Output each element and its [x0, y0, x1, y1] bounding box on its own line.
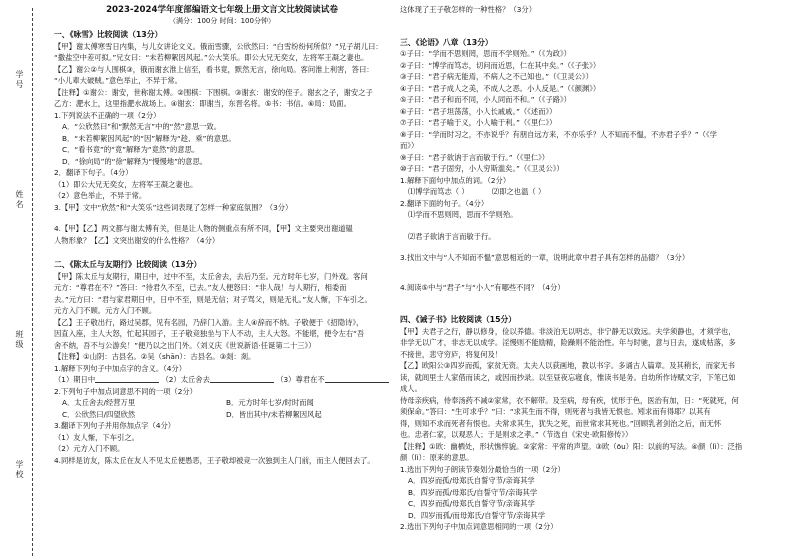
passage-line: 【注释】①欧：幽栖处，形状憔悴貌。②家常：平常的声望。③欧（ōu）阳：以前的写法。④颜（lì）：泛指	[400, 441, 743, 451]
passage-line: 去。”元方曰：“君与家君期日中，日中不至，则是无信；对子骂父，则是无礼。”友人惭，下车引之。	[54, 294, 372, 304]
passage-line: 【甲】夫君子之行，静以修身，俭以养德。非淡泊无以明志，非宁静无以致远。夫学须静也，才须学也，	[400, 326, 736, 336]
q13-option-c: C．四岁而孤/母郑氏自誓守节/亲诲其学	[408, 499, 535, 508]
section-4-title: 四、《诫子书》比较阅读（15分）	[400, 315, 517, 324]
question-7-item: （1）友人惭，下车引之。	[54, 432, 139, 442]
right-column	[400, 4, 788, 533]
passage-line: 因直入座，主人大怒，忙起其园子，王子敬竞独坐与下人不动，主人大怒。不能堪，便令左右“吾	[54, 329, 365, 338]
passage-line: 舍不纳，吾不与公游矣！”便乃以之出门外。（刘义庆《世说新语·任诞第二十三》）	[54, 340, 316, 350]
student-name-label: 姓名	[15, 190, 24, 210]
passage-line: 也。忠者仁家，以观恶人；于是则求之孝。”（节选自《宋史·欧阳修传》）	[400, 430, 633, 439]
passage-line: 颜（lì）：原来的意思。	[400, 453, 474, 462]
question-10-item: ⑵君子欲讷于言而敏于行。	[408, 231, 496, 241]
passage-line: 【甲】陈太丘与友期行，期日中，过中不至，太丘舍去，去后乃至。元方时年七岁，门外戏。客问	[54, 271, 368, 281]
passage-line: “小儿辈大破贼。”意色举止，不异于常。	[54, 76, 182, 85]
question-2-item: （1）即公大兄无奕女，左将军王凝之妻也。	[54, 179, 198, 189]
question-5-items	[54, 374, 390, 386]
passage-line: 【注释】①山阴：古县名。②吴（shān）：古县名。③剡：剡。	[54, 352, 256, 361]
passage-line: 成人。	[400, 384, 422, 393]
answer-blank[interactable]	[210, 374, 274, 383]
exam-title: 2023-2024学年度部编语文七年级上册文言文比较阅读试卷	[106, 5, 338, 15]
passage-line: 【乙】王子敬出行，路过吴郡，见有名园，乃辞门入游。主人④辞而不纳。子敬便于《招隐诗》，	[54, 317, 364, 327]
question-7-item: （2）元方入门不顾。	[54, 444, 125, 453]
analects-line: 而》）	[400, 141, 419, 150]
school-label: 学校	[15, 460, 24, 480]
q6-option-d: D．皆出其中/未若柳絮因风起	[226, 409, 322, 419]
passage-line: 须保命。”答曰：“生可求乎？”曰：“求其生而不得，则死者与我皆无恨也。矧求而有得耶？以其有	[400, 407, 711, 416]
q5-item: （2）太丘舍去	[161, 375, 210, 384]
left-column	[54, 4, 390, 466]
passage-line: 元方入门不顾。元方入门不顾。	[54, 306, 157, 315]
passage-line: 元方：“尊君在不？”答曰：“待君久不至，已去。”友人便怒曰：“非人哉！与人期行，相委而	[54, 283, 347, 292]
question-9: 1.解释下面句中加点的词。（2分）	[400, 175, 511, 185]
analects-line: ⑨子曰：“君子欲讷于言而敏于行。”（《里仁》）	[400, 152, 550, 162]
analects-line: ①子曰：“学而不思则罔，思而不学则殆。”（《为政》）	[400, 49, 571, 58]
exam-subtitle: （满分：100分 时间：100分钟）	[169, 17, 275, 25]
q9-item: ⑴博学而笃志（ ）	[408, 187, 469, 196]
question-11: 3.找出文中与“人不知而不愠”意思相近的一章，说明此章中君子具有怎样的品德？（3分）	[400, 253, 690, 262]
analects-line: ②子曰：“博学而笃志，切问而近思，仁在其中矣。”（《子张》）	[400, 60, 601, 70]
question-10-item: ⑴学而不思则罔，思而不学则殆。	[408, 210, 518, 219]
question-7: 3.翻译下列句子并用你加点字（4分）	[54, 421, 176, 430]
question-2: 2．翻译下句子。（4分）	[54, 168, 133, 177]
passage-line: 侍母亲疾病，侍奉汤药不减②家常，衣不解带。及至病，母有疾，忧形于色，医治有加，日：“死就死，何	[400, 395, 739, 405]
q13-option-a: A．四岁而孤/母郑氏自誓守节/亲诲其学	[408, 476, 535, 485]
passage-line: 非学无以广才，非志无以成学。淫慢则不能励精，险躁则不能治性。年与时驰，意与日去，遂成枯落，多	[400, 338, 736, 347]
question-13: 1.选出下列句子朗读节奏划分最恰当的一项（2分）	[400, 464, 565, 474]
q5-item: （1）期日中	[54, 375, 96, 384]
answer-space[interactable]	[54, 213, 390, 223]
question-4-cont: 人物形象？【乙】文突出谢安的什么性格？（4分）	[54, 235, 220, 245]
answer-space[interactable]	[400, 242, 788, 252]
passage-line: “撒盐空中差可拟。”兄女曰：“未若柳絮因风起。”公大笑乐。即公大兄无奕女，左将军王凝之妻也。	[54, 53, 369, 62]
answer-blank[interactable]	[325, 374, 389, 383]
q13-option-b: B．四岁而孤/母郑氏/自誓守节/亲诲其学	[408, 487, 538, 497]
question-8-cont: 这体现了王子敬怎样的一种性格？（3分）	[400, 5, 536, 14]
answer-blank[interactable]	[95, 374, 159, 383]
passage-line: 读，就闾里士人家借而读之，或因而抄录。以至昼夜忘寝食，惟读书是务。自幼所作诗赋文字，下笔已如	[400, 372, 736, 382]
question-4: 4.【甲】【乙】两文都与谢太傅有关，但是让人物的侧重点有所不同，【甲】文主要突出谢道韫	[54, 224, 353, 233]
answer-space[interactable]	[400, 293, 788, 311]
question-6: 2.下列句子中加点词意思不同的一项（2分）	[54, 386, 197, 396]
answer-space[interactable]	[400, 16, 788, 34]
q9-item: ⑵即之也温（ ）	[491, 187, 546, 196]
binding-margin	[0, 0, 52, 560]
question-9-items	[400, 186, 788, 198]
passage-line: 【甲】谢太傅寒雪日内集，与儿女讲论文义。俄而雪骤，公欣然曰：“白雪纷纷何所似？”兄子胡儿曰：	[54, 41, 383, 51]
q5-item: （3）尊君在不	[276, 375, 325, 384]
section-1-title: 一、《咏雪》比较阅读（13分）	[54, 30, 163, 39]
question-10: 2.翻译下面的句子。（4分）	[400, 198, 489, 208]
section-2-title: 二、《陈太丘与友期行》比较阅读（13分）	[54, 260, 202, 269]
question-1-option-a: A．“公欣然曰”和“默然无言”中的“然”意思一致。	[62, 122, 222, 131]
passage-line: 乙方：淝水上，这里指淝水战场上。④谢玄：即谢当，东晋名将。⑤书：书信。⑥局：局面。	[54, 99, 351, 108]
question-3: 3.【甲】文中“欣然”和“大笑乐”这些词表现了怎样一种家庭氛围？（3分）	[54, 202, 293, 212]
analects-line: ⑥子曰：“君子坦荡荡，小人长戚戚。”（《述而》）	[400, 106, 557, 116]
analects-line: ⑧子曰：“学而时习之，不亦说乎？有朋自远方来，不亦乐乎？人不知而不愠，不亦君子乎？”（《学	[400, 129, 717, 139]
question-1: 1.下列说法不正确的一项（2分）	[54, 110, 161, 120]
binding-line	[32, 8, 33, 556]
answer-space[interactable]	[400, 221, 788, 231]
passage-line: 【注释】①谢公：谢安，世称谢太傅。②围棋：下围棋。③谢玄：谢安的侄子。谢玄之子，谢安之子	[54, 87, 373, 97]
question-12: 4.阅读⑤中与“君子”与“小人”有哪些不同？（4分）	[400, 282, 565, 292]
section-3-title: 三、《论语》八章（13分）	[400, 37, 493, 47]
analects-line: ⑤子曰：“君子和而不同，小人同而不和。”（《子路》）	[400, 95, 571, 104]
q6-option-c: C．公欣然曰/四望欣然	[62, 409, 136, 419]
question-8: 4.同样是访友，陈太丘在友人不见太丘便愚恶，王子敬却被竞一次独到主人门前，而主人便回去了。	[54, 455, 375, 465]
answer-space[interactable]	[54, 246, 390, 256]
analects-line: ⑩子曰：“君子固穷，小人穷斯滥矣。”（《卫灵公》）	[400, 164, 564, 173]
question-6-options	[54, 397, 390, 420]
q6-option-a: A．太丘舍去/经营万里	[62, 398, 136, 407]
answer-space[interactable]	[400, 264, 788, 282]
question-5: 1.解释下列句子中加点字的含义。（4分）	[54, 363, 187, 373]
analects-line: ⑦子曰：“君子喻于义，小人喻于利。”（《里仁》）	[400, 118, 557, 127]
student-id-label: 学号	[15, 70, 24, 90]
question-1-option-b: B．“未若柳絮因风起”的“因”解释为“趁、乘”的意思。	[62, 133, 236, 143]
question-2-item: （2）意色举止，不异于常。	[54, 191, 147, 200]
analects-line: ③子曰：“君子病无能焉，不病人之不己知也。”（《卫灵公》）	[400, 72, 593, 81]
passage-line: 【乙】欧阳公③四岁而孤，家贫无资。太夫人以荻画地，教以书字。多诵古人篇章。及其稍长，而家无书	[400, 361, 735, 370]
q13-option-d: D．四岁而孤/而母郑氏/自誓守节/亲诲其学	[408, 510, 546, 520]
class-label: 班级	[15, 330, 24, 350]
analects-line: ④子曰：“君子成人之美，不成人之恶。小人反是。”（《颜渊》）	[400, 83, 601, 93]
passage-line: 【乙】谢公②与人围棋③，俄而谢玄淮上信至，看书竟，默然无言，徐向局。客问淮上利害，答曰：	[54, 64, 374, 74]
question-1-option-d: D．“徐向局”的“徐”解释为“慢慢地”的意思。	[62, 156, 208, 166]
question-1-option-c: C．“看书竟”的“竟”解释为“竟然”的意思。	[62, 145, 200, 154]
question-14: 2.选出下列句子中加点词意思相同的一项（2分）	[400, 522, 558, 531]
passage-line: 得，则知不求而死者有恨也。夫常求其生，犹失之死，而世常求其死也。”回顾乳者剑治之后，而无怀	[400, 418, 722, 428]
passage-line: 不接世，悲守穷庐，将复何及！	[400, 349, 503, 359]
q6-option-b: B．元方时年七岁/时时而闻	[226, 398, 314, 407]
